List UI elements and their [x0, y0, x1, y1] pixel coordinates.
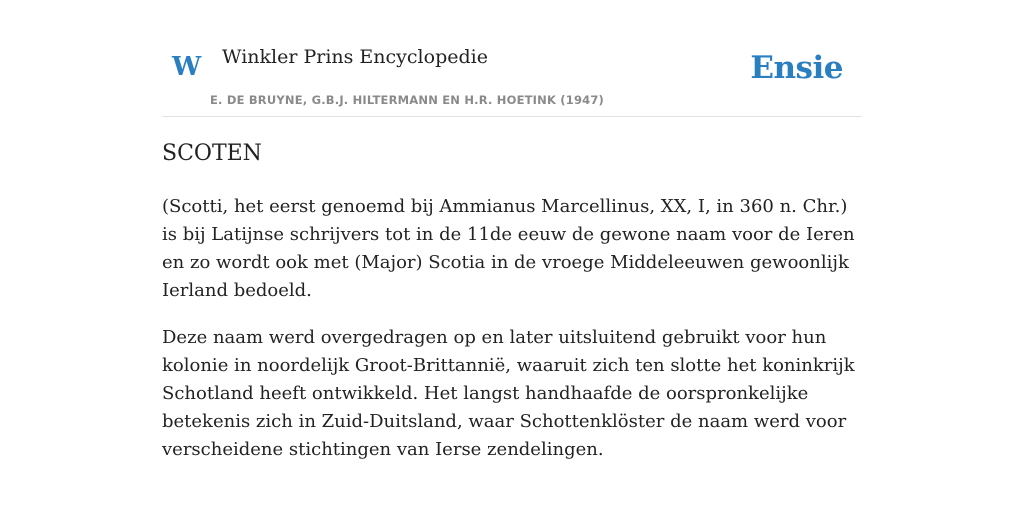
- source-title[interactable]: Winkler Prins Encyclopedie: [222, 46, 488, 68]
- source-logo[interactable]: W: [172, 52, 202, 82]
- source-authors: E. DE BRUYNE, G.B.J. HILTERMANN EN H.R. HOETINK (1947): [210, 93, 605, 107]
- article-paragraph: Deze naam werd overgedragen op en later uitsluitend gebruikt voor hun kolonie in noordelijk Groot-Brittannië, waaruit zich ten slotte het koninkrijk Schotland heeft ontwikkeld. Het langst handhaafde de oorspronkelijke betekenis zich in Zuid-Duitsland, waar Schottenklöster de naam werd voor verscheidene stichtingen van Ierse zendelingen.: [162, 327, 855, 460]
- article-body: [162, 193, 862, 483]
- brand-logo[interactable]: Ensie: [750, 50, 843, 86]
- article-paragraph: (Scotti, het eerst genoemd bij Ammianus Marcellinus, XX, I, in 360 n. Chr.) is bij Latijnse schrijvers tot in de 11de eeuw de gewone naam voor de Ieren en zo wordt ook met (Major) Scotia in de vroege Middeleeuwen gewoonlijk Ierland bedoeld.: [162, 196, 855, 301]
- source-header: [162, 0, 862, 117]
- page-container: [162, 0, 862, 460]
- article-headword: SCOTEN: [162, 141, 262, 166]
